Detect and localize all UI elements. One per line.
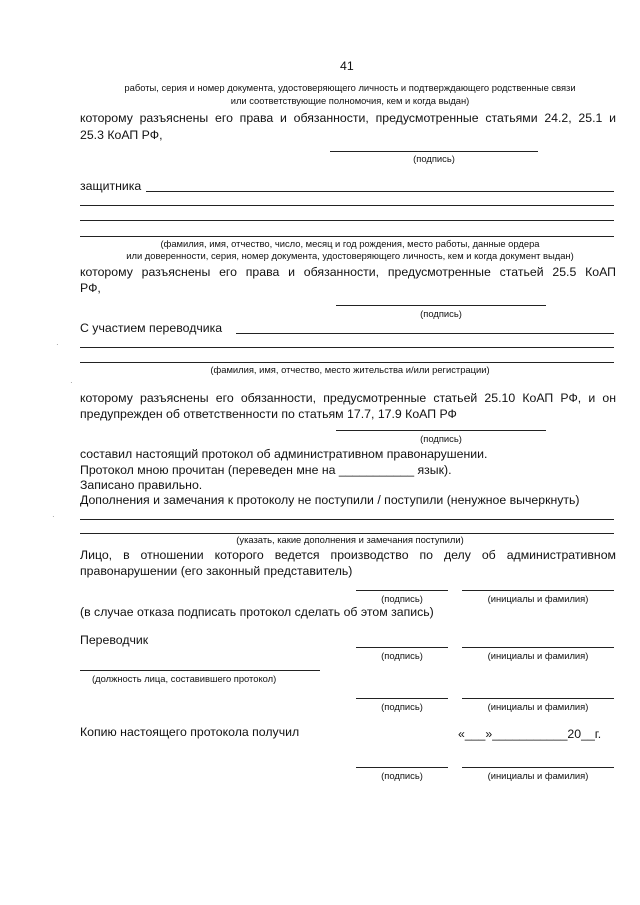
page-number: 41 <box>340 59 354 73</box>
defender-label: защитника <box>80 179 142 193</box>
defender-field-line-2[interactable] <box>80 205 614 206</box>
official-initials-caption: (инициалы и фамилия) <box>487 701 589 712</box>
person-signature-caption: (подпись) <box>381 593 423 604</box>
translator-initials-line[interactable] <box>462 647 614 648</box>
defender-field-line-4[interactable] <box>80 236 614 237</box>
copy-received-text: Копию настоящего протокола получил <box>80 725 300 739</box>
additions-caption: (указать, какие дополнения и замечания поступили) <box>236 534 464 545</box>
scan-speck: · <box>70 378 73 387</box>
defender-caption-line-1: (фамилия, имя, отчество, число, месяц и год рождения, место работы, данные ордера <box>160 238 540 249</box>
person-text-line-1: Лицо, в отношении которого ведется производство по делу об административном <box>80 548 616 562</box>
top-caption-line-1: работы, серия и номер документа, удостоверяющего личность и подтверждающего родственные связи <box>124 82 576 93</box>
translator-field-line-3[interactable] <box>80 362 614 363</box>
scan-speck: · <box>56 340 59 349</box>
top-caption-line-2: или соответствующие полномочия, кем и когда выдан) <box>230 95 470 106</box>
signature-line-2[interactable] <box>336 305 546 306</box>
person-initials-line[interactable] <box>462 590 614 591</box>
translator-rights-line-1: которому разъяснены его обязанности, предусмотренные статьей 25.10 КоАП РФ, и он <box>80 391 616 405</box>
signature-caption-1: (подпись) <box>413 153 455 164</box>
signature-line-1[interactable] <box>330 151 538 152</box>
additions-text: Дополнения и замечания к протоколу не поступили / поступили (ненужное вычеркнуть) <box>80 493 580 507</box>
recipient-initials-line[interactable] <box>462 767 614 768</box>
official-initials-line[interactable] <box>462 698 614 699</box>
person-initials-caption: (инициалы и фамилия) <box>487 593 589 604</box>
official-position-line[interactable] <box>80 670 320 671</box>
translator-field-line-2[interactable] <box>80 347 614 348</box>
recipient-signature-caption: (подпись) <box>381 770 423 781</box>
rights-text-line-1: которому разъяснены его права и обязанности, предусмотренные статьями 24.2, 25.1 и <box>80 111 616 125</box>
recorded-text: Записано правильно. <box>80 478 203 492</box>
recipient-signature-line[interactable] <box>356 767 448 768</box>
translator-signature-line[interactable] <box>356 647 448 648</box>
defender-field-line-3[interactable] <box>80 220 614 221</box>
defender-field-line-1[interactable] <box>146 191 614 192</box>
person-signature-line[interactable] <box>356 590 448 591</box>
signature-caption-3: (подпись) <box>420 433 462 444</box>
official-signature-line[interactable] <box>356 698 448 699</box>
defender-rights-line-1: которому разъяснены его права и обязанности, предусмотренные статьей 25.5 КоАП <box>80 265 616 279</box>
additions-field-line-1[interactable] <box>80 519 614 520</box>
date-field[interactable]: «___»___________20__г. <box>458 727 602 741</box>
defender-caption-line-2: или доверенности, серия, номер документа, удостоверяющего личность, кем и когда документ выдан) <box>126 250 574 261</box>
signature-line-3[interactable] <box>336 430 546 431</box>
official-caption: (должность лица, составившего протокол) <box>92 673 277 684</box>
translator-signature-caption: (подпись) <box>381 650 423 661</box>
read-text: Протокол мною прочитан (переведен мне на ___________ язык). <box>80 463 452 477</box>
translator-initials-caption: (инициалы и фамилия) <box>487 650 589 661</box>
translator-label: С участием переводчика <box>80 321 223 335</box>
composed-text: составил настоящий протокол об административном правонарушении. <box>80 447 488 461</box>
official-signature-caption: (подпись) <box>381 701 423 712</box>
translator-caption: (фамилия, имя, отчество, место жительства и/или регистрации) <box>210 364 490 375</box>
person-text-line-2: правонарушении (его законный представитель) <box>80 564 353 578</box>
defender-rights-line-2: РФ, <box>80 281 101 295</box>
signature-caption-2: (подпись) <box>420 308 462 319</box>
translator-rights-line-2: предупрежден об ответственности по статьям 17.7, 17.9 КоАП РФ <box>80 407 457 421</box>
recipient-initials-caption: (инициалы и фамилия) <box>487 770 589 781</box>
refusal-text: (в случае отказа подписать протокол сделать об этом запись) <box>80 605 434 619</box>
scan-speck: · <box>52 512 55 521</box>
translator-field-line-1[interactable] <box>236 333 614 334</box>
translator-sign-label: Переводчик <box>80 633 149 647</box>
rights-text-line-2: 25.3 КоАП РФ, <box>80 128 163 142</box>
